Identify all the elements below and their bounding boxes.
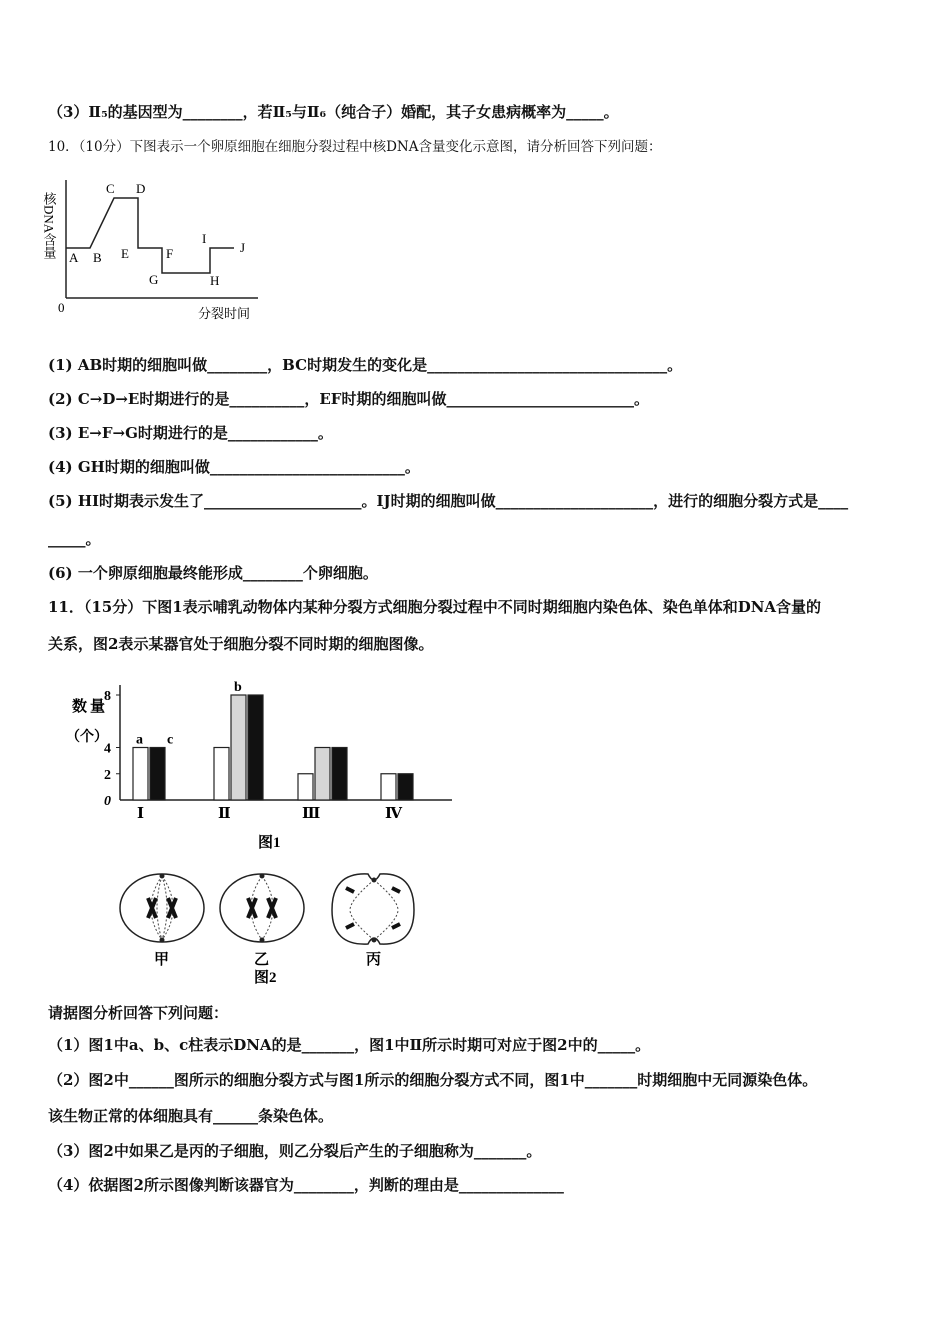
category-label-4: Ⅳ (385, 806, 403, 822)
point-label-F: F (166, 246, 174, 261)
point-labels (69, 181, 245, 288)
question-10-part-6: (6) 一个卵原细胞最终能形成________个卵细胞。 (48, 564, 378, 582)
category-labels (137, 806, 403, 822)
origin-label: 0 (58, 300, 65, 315)
cell-yi (220, 874, 304, 943)
point-label-I: I (202, 231, 207, 246)
y-axis-label: 核DNA含量 (41, 192, 57, 260)
bar-c-2 (248, 695, 263, 800)
question-10-part-3: (3) E→F→G时期进行的是____________。 (48, 424, 333, 442)
y-label-line2: 量 (90, 699, 106, 715)
bar-b-2 (231, 695, 246, 800)
series-label-b: b (234, 680, 242, 695)
point-label-C: C (106, 181, 115, 196)
dna-content-line-chart (40, 180, 280, 325)
question-11-part-1: （1）图1中a、b、c柱表示DNA的是_______，图1中Ⅱ所示时期可对应于图2中的_____。 (48, 1036, 651, 1054)
bar-c-3 (332, 748, 347, 801)
bar-a-1 (133, 748, 148, 801)
question-10-part-5: (5) HI时期表示发生了_____________________。IJ时期的细胞叫做_____________________，进行的细胞分裂方式是____ (48, 492, 849, 510)
question-11-part-4: （4）依据图2所示图像判断该器官为________，判断的理由是______________ (48, 1176, 564, 1194)
category-label-3: Ⅲ (302, 806, 321, 822)
figure-2-title: 图2 (254, 970, 277, 986)
y-tick-2: 2 (104, 767, 111, 783)
bar-a-3 (298, 774, 313, 800)
cell-bing (332, 874, 414, 944)
point-label-E: E (121, 246, 129, 261)
bar-a-2 (214, 748, 229, 801)
series-label-c: c (167, 732, 174, 748)
y-label-line1: 数 (72, 699, 88, 715)
category-label-1: Ⅰ (137, 806, 145, 822)
question-10-part-5-cont: _____。 (48, 530, 101, 548)
point-label-B: B (93, 250, 102, 265)
bar-a-4 (381, 774, 396, 800)
bars (133, 695, 413, 800)
cell-label-bing: 丙 (366, 952, 382, 968)
question-11-part-2-cont: 该生物正常的体细胞具有______条染色体。 (48, 1107, 334, 1125)
question-10-part-1: (1) AB时期的细胞叫做________，BC时期发生的变化是________________________________。 (48, 356, 683, 374)
dna-content-series-line (66, 198, 234, 273)
chromosome-bar-chart (60, 675, 460, 855)
cell-jia (120, 874, 204, 943)
x-axis-label: 分裂时间 (198, 306, 251, 321)
point-label-D: D (136, 181, 146, 196)
y-tick-0: 0 (104, 794, 111, 809)
question-10-header: 10．（10分）下图表示一个卵原细胞在细胞分裂过程中核DNA含量变化示意图，请分析回答下列问题： (48, 139, 662, 155)
category-label-2: Ⅱ (218, 806, 231, 822)
figure-1-title: 图1 (258, 835, 281, 851)
y-ticks (104, 689, 120, 809)
question-11-part-2: （2）图2中______图所示的细胞分裂方式与图1所示的细胞分裂方式不同，图1中_______时期细胞中无同源染色体。 (48, 1071, 818, 1089)
point-label-H: H (210, 273, 220, 288)
question-11-header-line1: 11．（15分）下图1表示哺乳动物体内某种分裂方式细胞分裂过程中不同时期细胞内染色体、染色单体和DNA含量的 (48, 598, 822, 616)
point-label-J: J (240, 240, 246, 255)
bar-b-3 (315, 748, 330, 801)
cell-label-yi: 乙 (254, 952, 270, 968)
y-label-line3: （个） (66, 730, 108, 745)
cell-label-jia: 甲 (154, 952, 170, 968)
question-11-prompt: 请据图分析回答下列问题： (48, 1004, 229, 1022)
y-tick-8: 8 (104, 689, 111, 704)
bar-c-1 (150, 748, 165, 801)
point-label-A: A (69, 250, 79, 265)
bar-c-4 (398, 774, 413, 800)
question-10-part-4: (4) GH时期的细胞叫做__________________________。 (48, 458, 420, 476)
question-10-part-2: (2) C→D→E时期进行的是__________，EF时期的细胞叫做_________________________。 (48, 390, 649, 408)
question-11-part-3: （3）图2中如果乙是丙的子细胞，则乙分裂后产生的子细胞称为_______。 (48, 1142, 542, 1160)
series-labels (136, 680, 242, 748)
question-9-part-3: （3）Ⅱ₅的基因型为________，若Ⅱ₅与Ⅱ₆（纯合子）婚配，其子女患病概率为_____。 (48, 103, 619, 121)
question-11-header-line2: 关系，图2表示某器官处于细胞分裂不同时期的细胞图像。 (48, 635, 434, 653)
series-label-a: a (136, 732, 143, 748)
cell-division-figure (110, 860, 430, 990)
y-tick-4: 4 (104, 741, 111, 757)
point-label-G: G (149, 272, 159, 287)
